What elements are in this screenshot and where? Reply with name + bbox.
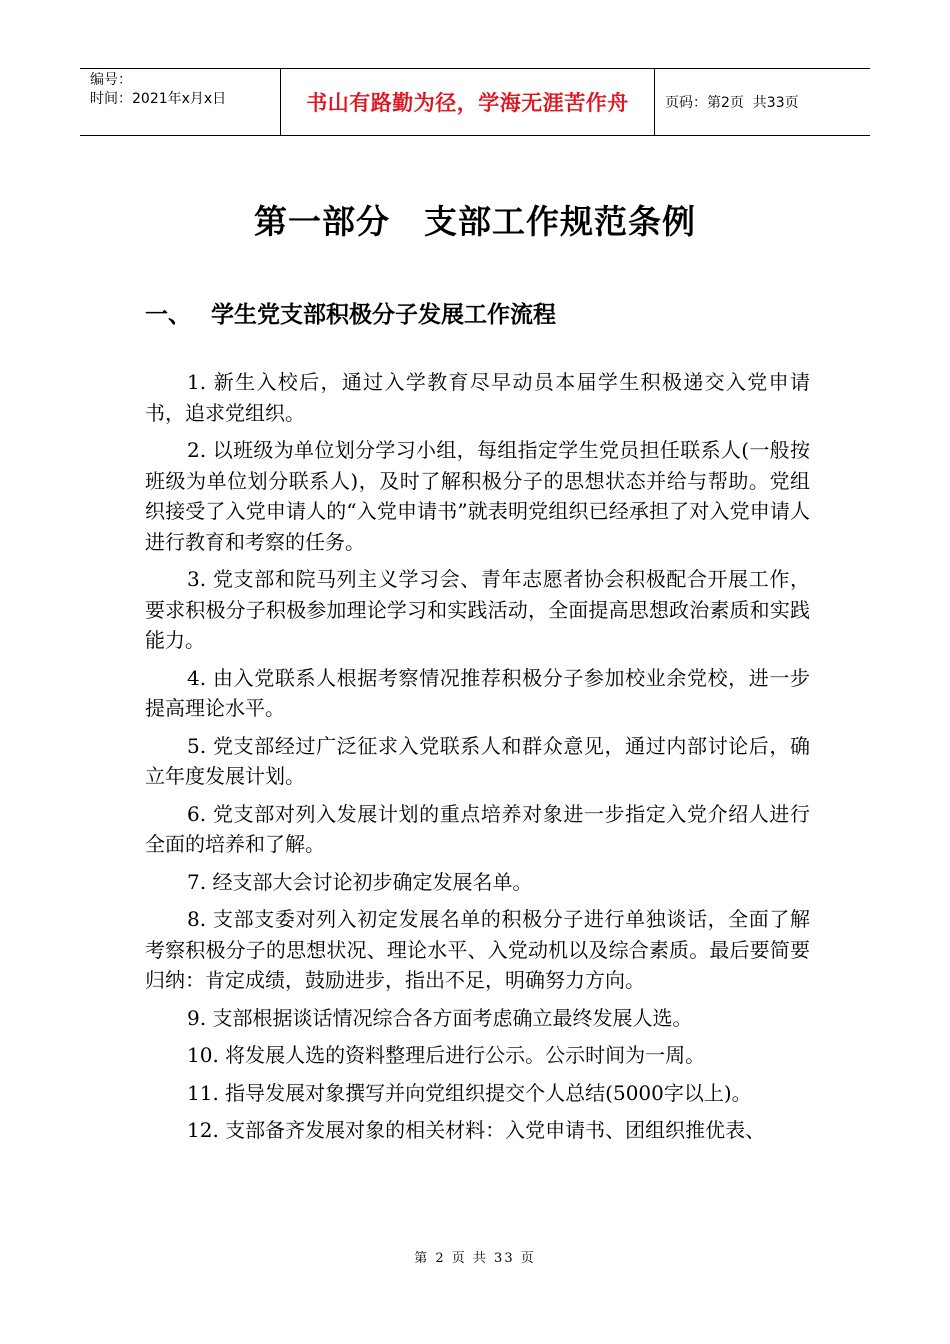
number-label: 编号： xyxy=(90,72,132,88)
page-header xyxy=(80,68,870,136)
paragraph: 7. 经支部大会讨论初步确定发展名单。 xyxy=(187,869,533,894)
paragraph: 4. 由入党联系人根据考察情况推荐积极分子参加校业余党校，进一步提高理论水平。 xyxy=(145,665,810,720)
paragraph: 11. 指导发展对象撰写并向党组织提交个人总结(5000字以上)。 xyxy=(187,1080,752,1105)
section-heading xyxy=(145,296,556,329)
page-footer: 第 2 页 共 33 页 xyxy=(414,1251,536,1266)
time-label: 时间：2021年x月x日 xyxy=(90,91,227,107)
section-number: 一、 xyxy=(145,302,191,328)
paragraph: 10. 将发展人选的资料整理后进行公示。公示时间为一周。 xyxy=(187,1043,706,1067)
body-text xyxy=(145,367,810,1153)
section-title: 学生党支部积极分子发展工作流程 xyxy=(211,302,556,328)
paragraph: 9. 支部根据谈话情况综合各方面考虑确立最终发展人选。 xyxy=(187,1005,693,1030)
paragraph: 1. 新生入校后，通过入学教育尽早动员本届学生积极递交入党申请书，追求党组织。 xyxy=(145,370,810,425)
header-meta xyxy=(80,69,281,135)
paragraph: 5. 党支部经过广泛征求入党联系人和群众意见，通过内部讨论后，确立年度发展计划。 xyxy=(145,733,810,788)
paragraph: 6. 党支部对列入发展计划的重点培养对象进一步指定入党介绍人进行全面的培养和了解。 xyxy=(145,801,810,856)
header-motto: 书山有路勤为径，学海无涯苦作舟 xyxy=(281,69,655,135)
document-title: 第一部分 支部工作规范条例 xyxy=(254,202,696,241)
paragraph: 3. 党支部和院马列主义学习会、青年志愿者协会积极配合开展工作，要求积极分子积极参加理论学习和实践活动，全面提高思想政治素质和实践能力。 xyxy=(145,567,810,652)
page-info-text: 页码：第2页 共33页 xyxy=(665,95,799,111)
paragraph: 12. 支部备齐发展对象的相关材料：入党申请书、团组织推优表、 xyxy=(187,1118,766,1142)
header-page-info xyxy=(655,69,870,135)
paragraph: 8. 支部支委对列入初定发展名单的积极分子进行单独谈话，全面了解考察积极分子的思想状况、理论水平、入党动机以及综合素质。最后要简要归纳：肯定成绩，鼓励进步，指出不足，明确努力方向。 xyxy=(145,907,810,992)
paragraph: 2. 以班级为单位划分学习小组，每组指定学生党员担任联系人(一般按班级为单位划分联系人)，及时了解积极分子的思想状态并给与帮助。党组织接受了入党申请人的“入党申请书”就表明党组织已经承担了对入党申请人进行教育和考察的任务。 xyxy=(145,438,810,554)
